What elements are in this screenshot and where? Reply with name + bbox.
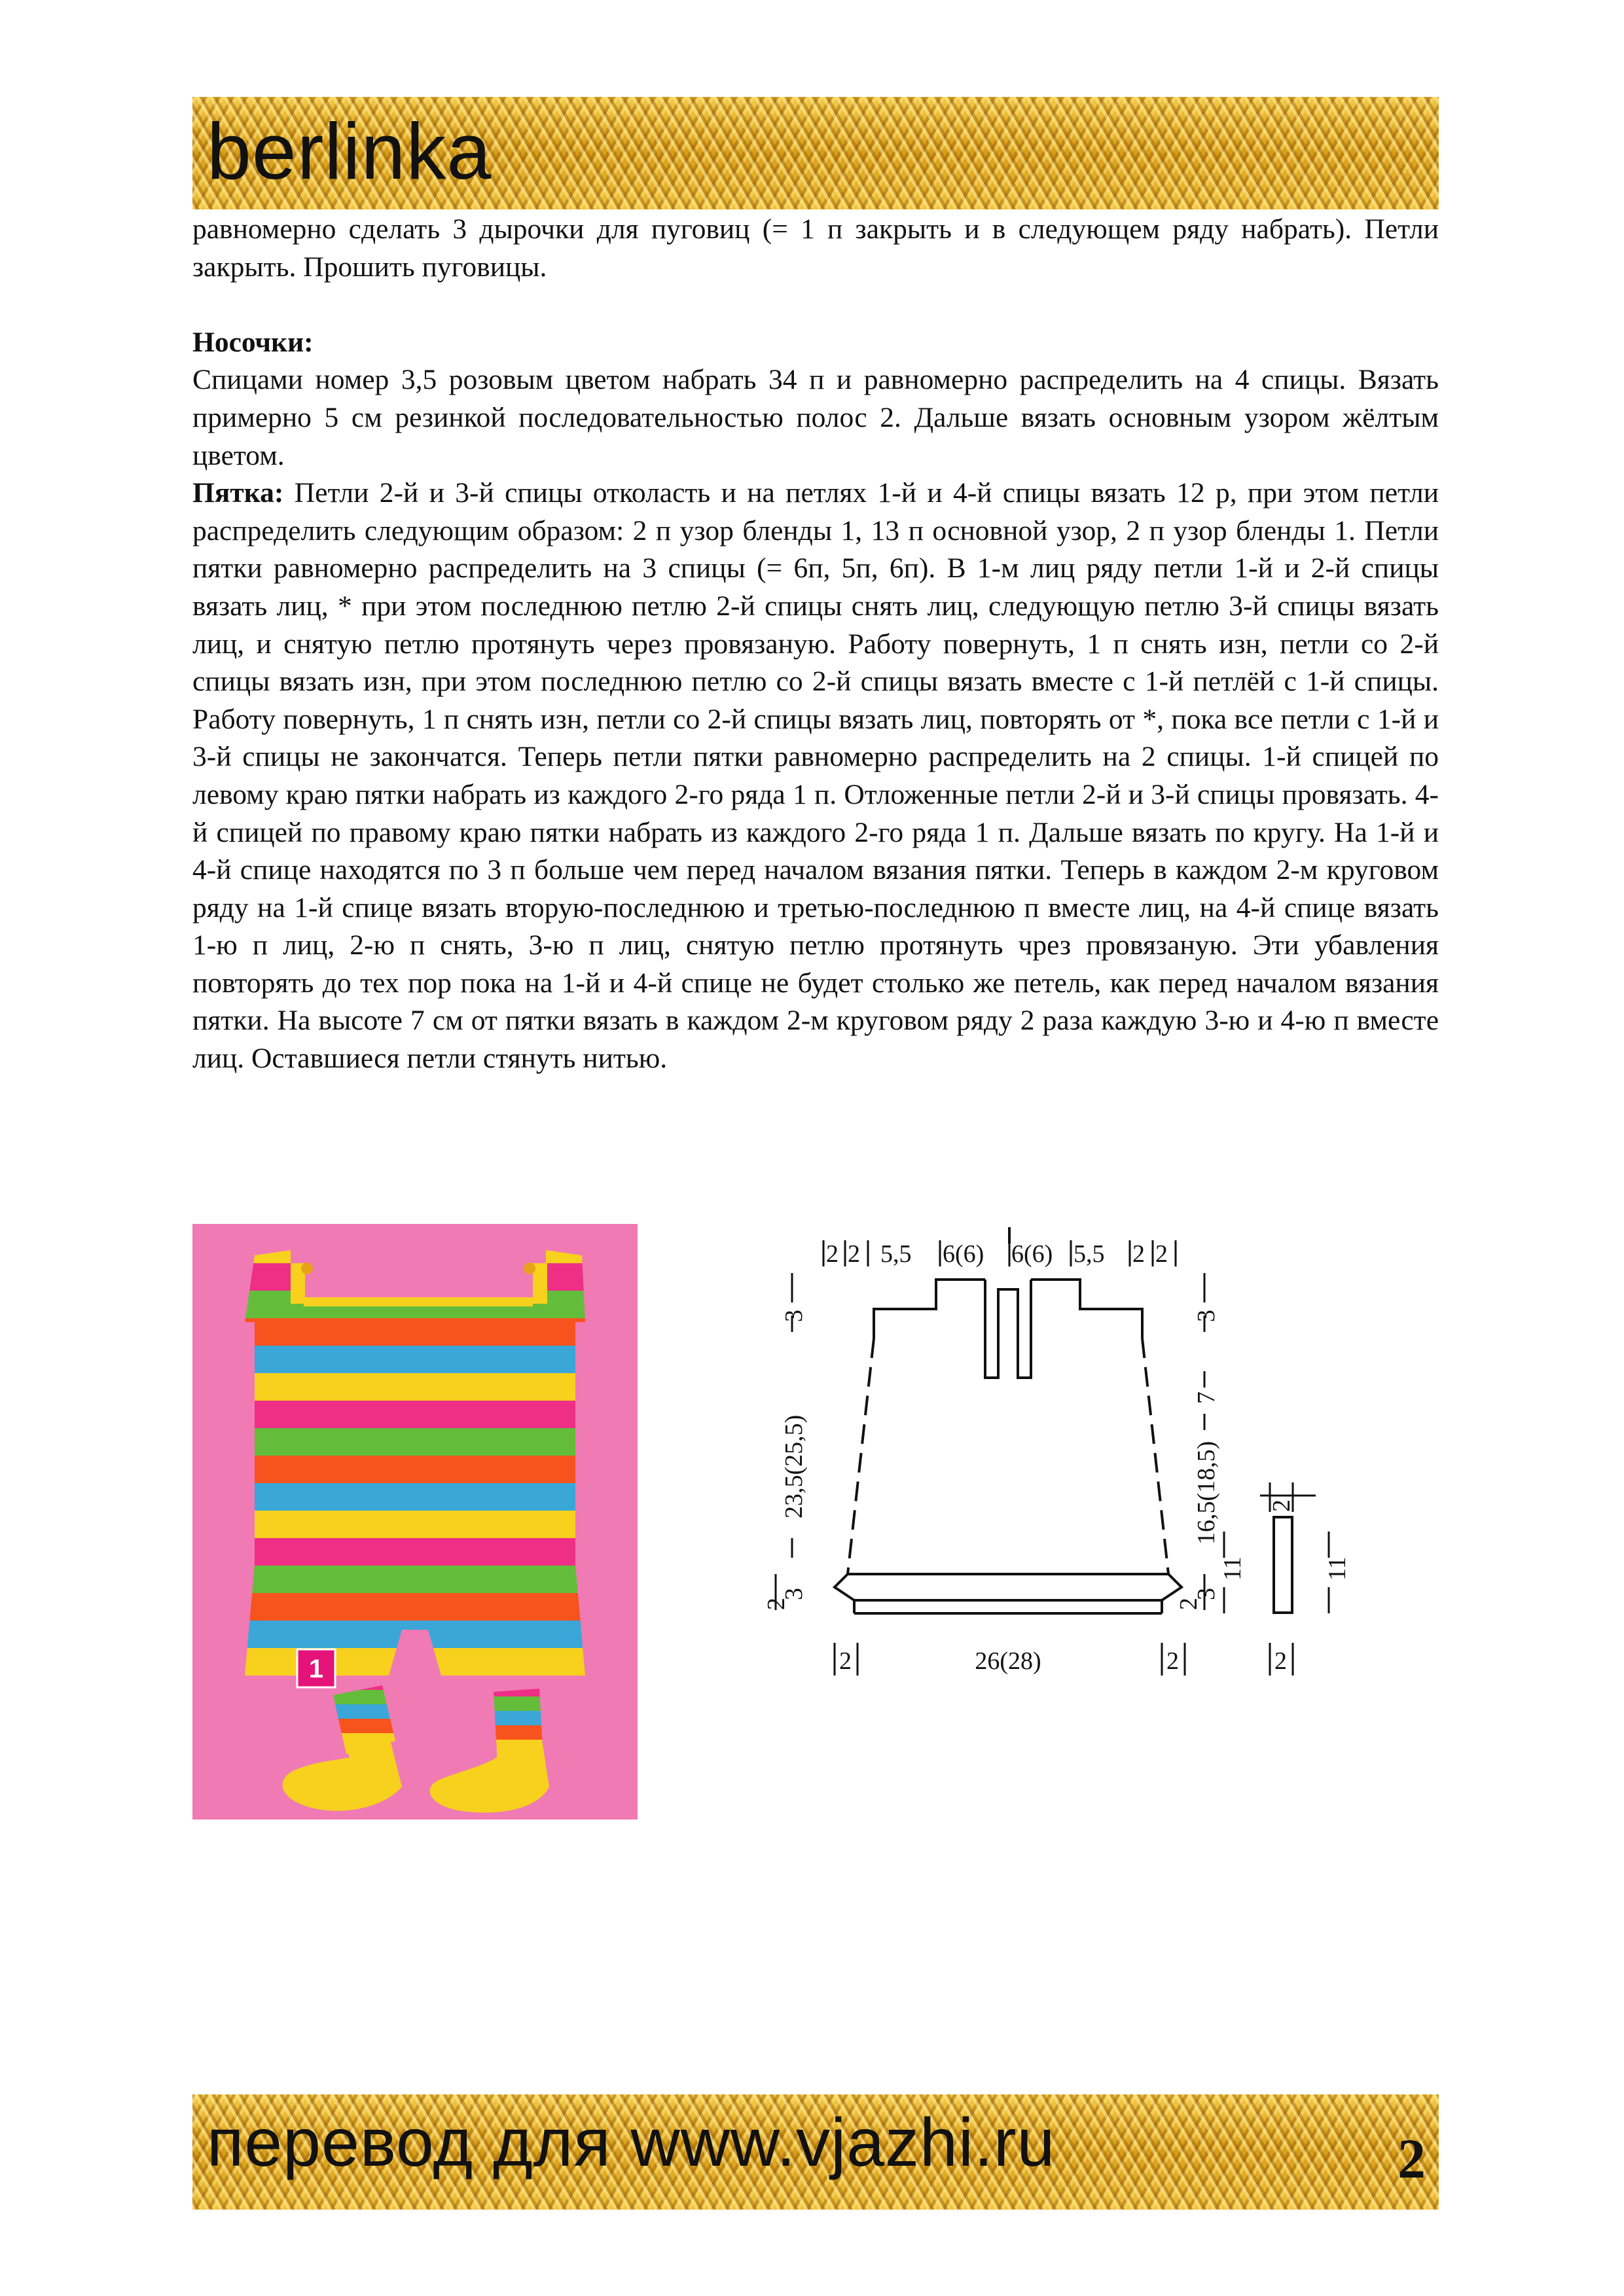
dim-top-3: 6(6) <box>943 1240 984 1268</box>
footer-credit: перевод для www.vjazhi.ru <box>207 2105 1056 2181</box>
dim-bottom-left: 2 <box>839 1647 852 1675</box>
dim-right-slit: 7 <box>1193 1391 1220 1404</box>
front-slit <box>985 1280 1031 1378</box>
dim-top-0: 2 <box>826 1240 839 1268</box>
dim-top-4: 6(6) <box>1011 1240 1053 1268</box>
romper-photo <box>192 1224 638 1820</box>
dim-right-top: 3 <box>1193 1310 1220 1322</box>
photo-badge-label: 1 <box>308 1655 324 1683</box>
dim-top-7: 2 <box>1155 1240 1168 1268</box>
socks-paragraph: Спицами номер 3,5 розовым цветом набрать 34 п и равномерно распределить на 4 спицы. Вязать примерно 5 см резинкой последовательностью полос 2. Дальше вязать основным узором жёлтым цветом. <box>192 364 1439 471</box>
dim-right-height: 16,5(18,5) <box>1193 1441 1220 1545</box>
dim-left-top: 3 <box>780 1310 808 1322</box>
header-band <box>192 97 1439 209</box>
garment-outline <box>835 1280 1182 1613</box>
heel-text: Петли 2-й и 3-й спицы отколасть и на петлях 1-й и 4-й спицы вязать 12 р, при этом петли распределить следующим образом: 2 п узор бленды 1, 13 п основной узор, 2 п узор бленды 1. Петли пятки равномерно распределить на 3 спицы (= 6п, 5п, 6п). В 1-м лиц ряду петли 1-й и 2-й спицы вязать лиц, * при этом последнюю петлю 2-й спицы снять лиц, следующую петлю 3-й спицы вязать лиц, и снятую петлю протянуть через провязаную. Работу повернуть, 1 п снять изн, петли со 2-й спицы вязать изн, при этом последнюю петлю со 2-й спицы вязать вместе с 1-й петлёй с 1-й спицы. Работу повернуть, 1 п снять изн, петли со 2-й спицы вязать лиц, повторять от *, пока все петли с 1-й и 3-й спицы не закончатся. Теперь петли пятки равномерно распределить на 2 спицы. 1-й спицей по левому краю пятки набрать из каждого 2-го ряда 1 п. Отложенные петли 2-й и 3-й спицы провязать. 4-й спицей по правому краю пятки набрать из каждого 2-го ряда 1 п. Дальше вязать по кругу. На 1-й и 4-й спице находятся по 3 п больше чем перед началом вязания пятки. Теперь в каждом 2-м круговом ряду на 1-й спице вязать вторую-последнюю и третью-последнюю п вместе лиц, на 4-й спице вязать 1-ю п лиц, 2-ю п снять, 3-ю п лиц, снятую петлю протянуть чрез провязаную. Эти убавления повторять до тех пор пока на 1-й и 4-й спице не будет столько же петель, как перед началом вязания пятки. На высоте 7 см от пятки вязать в каждом 2-м круговом ряду 2 раза каждую 3-ю и 4-ю п вместе лиц. Оставшиеся петли стянуть нитью. <box>192 477 1439 1075</box>
dim-strap-right: 11 <box>1324 1556 1351 1581</box>
dim-top-1: 2 <box>848 1240 860 1268</box>
dim-strap-left: 11 <box>1219 1556 1246 1581</box>
dim-left-height: 23,5(25,5) <box>780 1414 808 1518</box>
dim-top-2: 5,5 <box>880 1240 912 1268</box>
footer-band <box>192 2094 1439 2210</box>
dim-top-5: 5,5 <box>1074 1240 1105 1268</box>
dim-left-bottom-a: 2 <box>763 1598 790 1610</box>
intro-paragraph: равномерно сделать 3 дырочки для пуговиц (= 1 п закрыть и в следующем ряду набрать). Петли закрыть. Прошить пуговицы. <box>192 213 1439 283</box>
dim-right-bottom-a: 2 <box>1175 1598 1202 1610</box>
instructions-text <box>192 211 1439 1078</box>
dim-strap-bottom: 2 <box>1274 1647 1287 1675</box>
dim-bottom-right: 2 <box>1166 1647 1179 1675</box>
knitting-schema <box>753 1224 1401 1748</box>
button-right <box>524 1263 535 1274</box>
page-number: 2 <box>1398 2127 1426 2190</box>
dim-strap-top: 2 <box>1268 1499 1295 1512</box>
button-left <box>301 1263 313 1274</box>
dim-bottom-width: 26(28) <box>975 1647 1041 1675</box>
dim-left-bottom-b: 3 <box>780 1588 808 1600</box>
heel-paragraph <box>192 475 1439 1078</box>
dim-top-6: 2 <box>1132 1240 1145 1268</box>
heel-heading: Пятка: <box>192 477 284 509</box>
brand-title: berlinka <box>207 107 492 196</box>
dim-right-bottom-b: 3 <box>1193 1588 1220 1600</box>
socks-heading: Носочки: <box>192 326 314 358</box>
